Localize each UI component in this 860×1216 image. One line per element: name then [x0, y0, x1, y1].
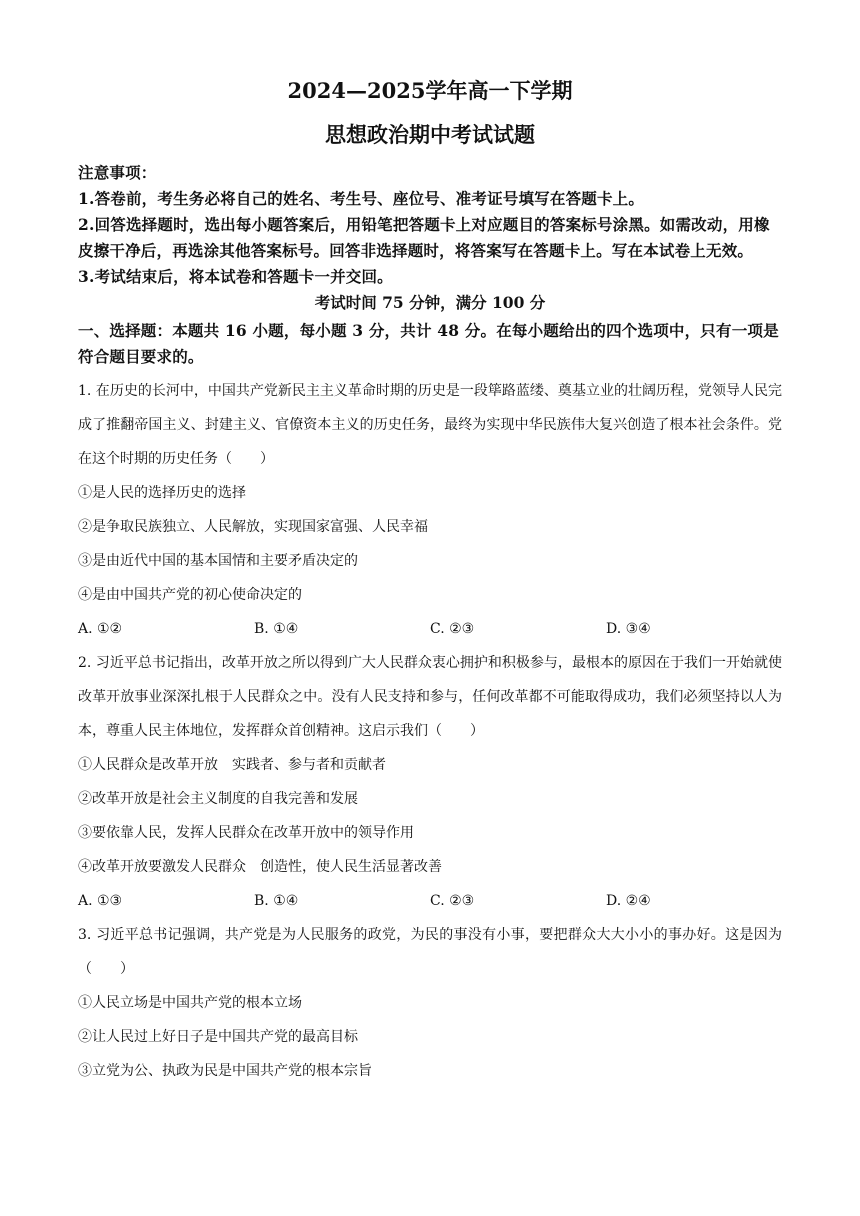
exam-time-info: 考试时间 75 分钟，满分 100 分	[314, 293, 546, 312]
question-2-answer-b: B. ①④	[254, 893, 299, 909]
question-1-answer-d: D. ③④	[606, 621, 651, 637]
question-2-option-1: ①人民群众是改革开放 实践者、参与者和贡献者	[78, 757, 386, 773]
question-3-option-1: ①人民立场是中国共产党的根本立场	[78, 995, 302, 1011]
question-3-option-2: ②让人民过上好日子是中国共产党的最高目标	[78, 1029, 358, 1045]
question-2-answers	[78, 884, 782, 918]
question-1-option-4: ④是由中国共产党的初心使命决定的	[78, 587, 302, 603]
question-2-answer-d: D. ②④	[606, 893, 651, 909]
question-2-option-3: ③要依靠人民，发挥人民群众在改革开放中的领导作用	[78, 825, 414, 841]
question-1-answer-a: A. ①②	[78, 621, 123, 637]
notice-item-2: 2.回答选择题时，选出每小题答案后，用铅笔把答题卡上对应题目的答案标号涂黑。如需改动，用橡皮擦干净后，再选涂其他答案标号。回答非选择题时，将答案写在答题卡上。写在本试卷上无效。	[78, 215, 770, 260]
question-2-stem: 2. 习近平总书记指出，改革开放之所以得到广大人民群众衷心拥护和积极参与，最根本的原因在于我们一开始就使改革开放事业深深扎根于人民群众之中。没有人民支持和参与，任何改革都不可能取得成功，我们必须坚持以人为本，尊重人民主体地位，发挥群众首创精神。这启示我们（ ）	[78, 655, 782, 739]
question-1-answer-c: C. ②③	[430, 621, 475, 637]
question-2-answer-c: C. ②③	[430, 893, 475, 909]
question-3-stem: 3. 习近平总书记强调，共产党是为人民服务的政党，为民的事没有小事，要把群众大大小小的事办好。这是因为（ ）	[78, 927, 782, 977]
notice-heading: 注意事项：	[78, 163, 157, 182]
section-heading-choice: 一、选择题：本题共 16 小题，每小题 3 分，共计 48 分。在每小题给出的四个选项中，只有一项是符合题目要求的。	[78, 321, 779, 366]
question-2-answer-a: A. ①③	[78, 893, 123, 909]
question-1-option-2: ②是争取民族独立、人民解放，实现国家富强、人民幸福	[78, 519, 428, 535]
question-2-option-2: ②改革开放是社会主义制度的自我完善和发展	[78, 791, 358, 807]
exam-title-year: 2024—2025学年高一下学期	[287, 78, 573, 103]
question-1-answers	[78, 612, 782, 646]
question-1-answer-b: B. ①④	[254, 621, 299, 637]
question-1-option-1: ①是人民的选择历史的选择	[78, 485, 246, 501]
question-1-stem: 1. 在历史的长河中，中国共产党新民主主义革命时期的历史是一段筚路蓝缕、奠基立业的壮阔历程，党领导人民完成了推翻帝国主义、封建主义、官僚资本主义的历史任务，最终为实现中华民族伟大复兴创造了根本社会条件。党在这个时期的历史任务（ ）	[78, 383, 782, 467]
notice-item-1: 1.答卷前，考生务必将自己的姓名、考生号、座位号、准考证号填写在答题卡上。	[78, 189, 645, 208]
question-2-option-4: ④改革开放要激发人民群众 创造性，使人民生活显著改善	[78, 859, 442, 875]
exam-title-subject: 思想政治期中考试试题	[325, 122, 535, 147]
question-1-option-3: ③是由近代中国的基本国情和主要矛盾决定的	[78, 553, 358, 569]
notice-item-3: 3.考试结束后，将本试卷和答题卡一并交回。	[78, 267, 393, 286]
question-3-option-3: ③立党为公、执政为民是中国共产党的根本宗旨	[78, 1063, 372, 1079]
